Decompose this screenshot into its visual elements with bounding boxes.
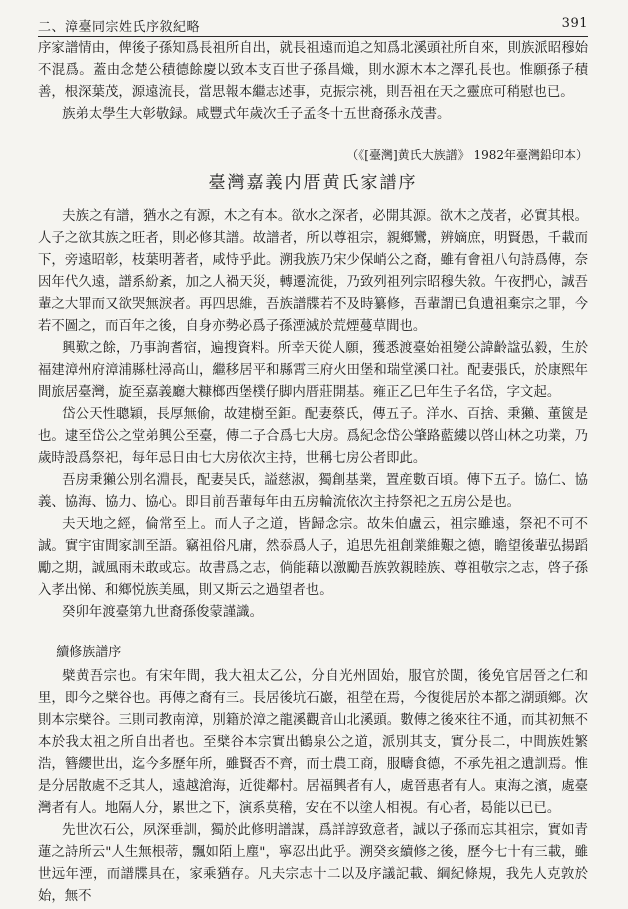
paragraph: 夫族之有譜，猶水之有源，木之有本。欲水之深者，必開其源。欲木之茂者，必實其根。人子之欲其族之旺者，則必修其譜。故譜者，所以尊祖宗，親鄉鸞，辨嫡庶，明賢愚，千載而下，旁遠昭彰，枝葉明著者，咸恃乎此。溯我族乃宋少保峭公之裔，雖有會祖八句詩爲傳，奈因年代久遠，譜系紛紊，加之人禍天災，轉遷流徙，乃致列祖列宗昭穆失敘。午夜捫心，誠吾輩之大罪而又欲哭無淚者。再四思維，吾族譜牒若不及時纂修，吾輩謂已負遺祖棄宗之罪，今若不圖之，而百年之後，自身亦勢必爲子孫湮滅於荒煙蔓草間也。 xyxy=(38,209,588,334)
source-citation: （《[臺灣]黄氏大族譜》 1982年臺灣鉛印本） xyxy=(346,148,588,162)
page-number: 391 xyxy=(561,16,588,31)
paragraph: 吾房秉獺公別名淵長，配妻吴氏，謚慈淑，獨創基業，置産數百頃。傳下五子。協仁、協義、協海、協力、協心。即目前吾輩每年由五房輪流依次主持祭祀之五房公是也。 xyxy=(38,473,588,510)
paragraph: 興歎之餘，乃事詢耆宿，遍搜資料。所幸天從人願，獲悉渡臺始祖變公諱齡諡弘毅，生於福建漳州府漳浦縣杜潯高山，繼移居平和縣霄三府火田堡和瑞堂溪口社。配妻張氏，於康熙年間旅居臺灣，旋至嘉義廳大糠榔西堡樸仔脚内厝莊開基。雍正乙巳年生子名岱，字文起。 xyxy=(38,341,588,400)
page-body xyxy=(38,38,588,908)
paragraph: 序家譜情由，俾後子孫知爲長祖所自出，就長祖遠而追之知爲北溪頭社所自來，則族派昭穆始不混爲。蓋由念楚公積德餘慶以致本支百世子孫昌熾，則水源木本之澤孔長也。惟願孫子積善，根深葉茂，源遠流長，當思報本繼志述事，克振宗祧，則吾祖在天之靈庶可稍慰也已。 xyxy=(38,41,588,100)
paragraph: 族弟太學生大彰敬録。咸豐式年歲次壬子孟冬十五世裔孫永茂書。 xyxy=(62,107,451,122)
section-title: 臺灣嘉義内厝黄氏家譜序 xyxy=(208,173,418,193)
subsection-title: 續修族譜序 xyxy=(56,645,122,660)
header-rule xyxy=(38,36,588,37)
page-header xyxy=(38,14,588,36)
paragraph: 夫天地之經，倫常至上。而人子之道，皆歸念宗。故朱伯盧云，祖宗雖遠，祭祀不可不誠。實宇宙間家訓至語。竊祖俗凡庸，然忝爲人子，追思先祖創業維艱之德，瞻望後輩弘揚蹈勵之期，誠風雨未敢或忘。故書爲之志，倘能藉以激勵吾族敦親睦族、尊祖敬宗之志，啓子孫入孝出悌、和鄉悦族美風，則又斯云之過望者也。 xyxy=(38,517,588,598)
paragraph: 檗黄吾宗也。有宋年間，我大祖太乙公，分自光州固始，服官於閩，後免官居晉之仁和里，即今之檗谷也。再傳之裔有三。長居後坑石巖，祖塋在焉，今復徙居於本都之湖頭鄉。次則本宗檗谷。三則司教南漳，別籍於漳之龍溪觀音山北溪頭。數傳之後來往不通，而其初無不本於我太祖之所自出者也。至檗谷本宗實出鶴泉公之道，派別其支，實分長二，中間族姓繁浩，簪纓世出，迄今多歷年所，雖賢否不齊，而士農工商，服疇食德，不承先祖之遺訓焉。惟是分居散處不乏其人，遠越滄海，近徙鄰村。居福興者有人，處晉惠者有人。東海之濱，處臺灣者有人。地隔人分，累世之下，演系莫稽，安在不以塗人相視。有心者，曷能以已已。 xyxy=(38,669,588,816)
running-section-title: 二、漳臺同宗姓氏序敘紀略 xyxy=(38,20,201,35)
paragraph: 先世次石公，夙深垂訓，獨於此修明譜謀，爲詳諄致意者，誠以子孫而忘其祖宗，實如青蓮之詩所云"人生無根蒂，飄如陌上塵"，寧忍出此乎。溯癸亥續修之後，歷今七十有三載，雖世远年湮，而譜牒具在，家乘猶存。凡夫宗志十二以及序議記載、綱紀條規，我先人克敦於始，無不 xyxy=(38,823,588,904)
paragraph: 岱公天性聰穎，長厚無偷，故建樹至鉅。配妻蔡氏，傳五子。洋水、百捨、秉獺、董篋是也。逮至岱公之堂弟興公至臺，傳二子合爲七大房。爲紀念岱公肇路藍縷以啓山林之功業，乃歲時設爲祭祀，每年忌日由七大房依次主持，世稱七房公者即此。 xyxy=(38,407,588,466)
signature-line: 癸卯年渡臺第九世裔孫俊蒙謹識。 xyxy=(62,605,263,620)
